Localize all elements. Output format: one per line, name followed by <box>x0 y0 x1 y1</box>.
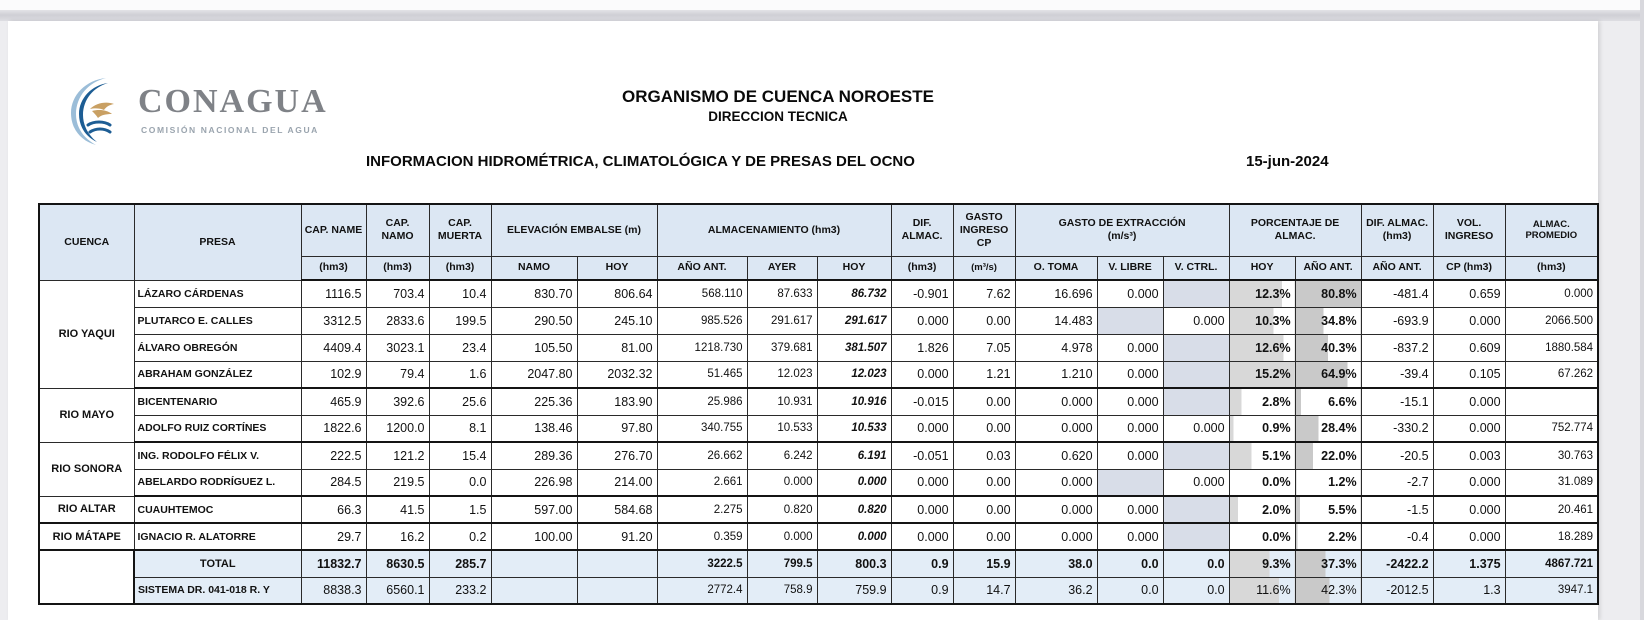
table-cell: -1.5 <box>1361 496 1433 523</box>
subcol-cap-name-unit: (hm3) <box>301 256 366 280</box>
table-cell: 0.105 <box>1433 361 1505 388</box>
table-cell: 465.9 <box>301 388 366 415</box>
table-cell: 1.6 <box>429 361 491 388</box>
table-cell: 1218.730 <box>657 334 747 361</box>
table-cell: 0.000 <box>1163 469 1229 496</box>
table-cell: 1.210 <box>1015 361 1097 388</box>
table-cell <box>1505 388 1598 415</box>
table-cell: 81.00 <box>577 334 657 361</box>
table-row <box>39 334 1598 361</box>
table-cell: 284.5 <box>301 469 366 496</box>
table-cell: 36.2 <box>1015 577 1097 604</box>
table-cell: 15.9 <box>953 550 1015 577</box>
total-label-cell: SISTEMA DR. 041-018 R. Y <box>134 577 301 604</box>
table-cell: 0.659 <box>1433 280 1505 307</box>
table-cell: 7.05 <box>953 334 1015 361</box>
table-cell: 226.98 <box>491 469 577 496</box>
table-cell: 0.000 <box>1097 442 1163 469</box>
presa-cell: LÁZARO CÁRDENAS <box>134 280 301 307</box>
table-cell: 10.916 <box>817 388 891 415</box>
table-cell: 87.633 <box>747 280 817 307</box>
subcol-o-toma: O. TOMA <box>1015 256 1097 280</box>
subcol-alm-promedio-unit: (hm3) <box>1505 256 1598 280</box>
table-cell <box>1097 307 1163 334</box>
table-cell: 0.003 <box>1433 442 1505 469</box>
table-cell: 800.3 <box>817 550 891 577</box>
table-cell: 6.191 <box>817 442 891 469</box>
table-cell: -2.7 <box>1361 469 1433 496</box>
table-cell: 0.00 <box>953 415 1015 442</box>
table-cell: 10.533 <box>817 415 891 442</box>
table-cell: 0.00 <box>953 307 1015 334</box>
table-body <box>39 280 1598 604</box>
table-cell: 0.000 <box>1097 415 1163 442</box>
empty-cell <box>39 550 134 577</box>
table-cell: 291.617 <box>817 307 891 334</box>
table-cell: -2422.2 <box>1361 550 1433 577</box>
cuenca-cell: RIO SONORA <box>39 442 134 496</box>
table-cell: 1.5 <box>429 496 491 523</box>
report-title: INFORMACION HIDROMÉTRICA, CLIMATOLÓGICA Y DE PRESAS DEL OCNO <box>366 153 915 170</box>
table-row <box>39 280 1598 307</box>
table-cell: 10.4 <box>429 280 491 307</box>
col-header-dif-ano: DIF. ALMAC. (hm3) <box>1361 204 1433 256</box>
table-cell: 752.774 <box>1505 415 1598 442</box>
presa-cell: CUAUHTEMOC <box>134 496 301 523</box>
table-cell: 0.9 <box>891 550 953 577</box>
subcol-cap-muerta-unit: (hm3) <box>429 256 491 280</box>
subcol-gasto-ingreso-unit: (m³/s) <box>953 256 1015 280</box>
table-cell: 0.820 <box>817 496 891 523</box>
table-cell: 0.000 <box>1015 523 1097 550</box>
table-cell: 30.763 <box>1505 442 1598 469</box>
table-cell: 0.000 <box>1097 334 1163 361</box>
table-cell: 199.5 <box>429 307 491 334</box>
table-cell: 568.110 <box>657 280 747 307</box>
table-cell: 183.90 <box>577 388 657 415</box>
table-cell: 289.36 <box>491 442 577 469</box>
table-cell: 80.8% <box>1295 280 1361 307</box>
table-cell: 3947.1 <box>1505 577 1598 604</box>
table-cell: 42.3% <box>1295 577 1361 604</box>
col-header-gasto-ingreso: GASTO INGRESO CP <box>953 204 1015 256</box>
table-cell: 7.62 <box>953 280 1015 307</box>
table-cell: 0.000 <box>1097 388 1163 415</box>
col-header-dif-almac: DIF. ALMAC. <box>891 204 953 256</box>
table-cell: 0.0 <box>1097 577 1163 604</box>
table-cell: 0.000 <box>1015 388 1097 415</box>
table-cell: -0.051 <box>891 442 953 469</box>
table-cell: 1.3 <box>1433 577 1505 604</box>
table-cell <box>1163 361 1229 388</box>
table-cell: 11832.7 <box>301 550 366 577</box>
brand-tagline: COMISIÓN NACIONAL DEL AGUA <box>141 125 319 135</box>
table-cell: 0.000 <box>817 469 891 496</box>
table-cell: 8630.5 <box>366 550 429 577</box>
table-cell: 2066.500 <box>1505 307 1598 334</box>
cuenca-cell: RIO ALTAR <box>39 496 134 523</box>
total-label-cell: TOTAL <box>134 550 301 577</box>
table-cell: 2032.32 <box>577 361 657 388</box>
table-cell: 37.3% <box>1295 550 1361 577</box>
table-cell <box>491 550 577 577</box>
table-cell <box>1163 442 1229 469</box>
conagua-logo-icon <box>66 75 130 147</box>
col-header-cap-muerta: CAP. MUERTA <box>429 204 491 256</box>
col-header-presa: PRESA <box>134 204 301 280</box>
table-cell: 0.000 <box>1163 415 1229 442</box>
table-cell: 6560.1 <box>366 577 429 604</box>
table-cell: 0.000 <box>891 469 953 496</box>
table-cell: 8.1 <box>429 415 491 442</box>
subcol-dif-ano-ant: AÑO ANT. <box>1361 256 1433 280</box>
table-cell: 2.661 <box>657 469 747 496</box>
col-header-porcentaje: PORCENTAJE DE ALMAC. <box>1229 204 1361 256</box>
table-cell: 597.00 <box>491 496 577 523</box>
table-cell: 0.620 <box>1015 442 1097 469</box>
table-cell: 2047.80 <box>491 361 577 388</box>
table-cell: 12.023 <box>747 361 817 388</box>
table-cell: -330.2 <box>1361 415 1433 442</box>
table-cell <box>1163 388 1229 415</box>
table-cell: 985.526 <box>657 307 747 334</box>
table-cell: 2772.4 <box>657 577 747 604</box>
table-cell: 0.000 <box>1015 469 1097 496</box>
table-cell: 15.2% <box>1229 361 1295 388</box>
table-cell: 0.000 <box>1097 523 1163 550</box>
empty-cell <box>39 577 134 604</box>
table-cell: 3023.1 <box>366 334 429 361</box>
table-cell: 18.289 <box>1505 523 1598 550</box>
col-header-vol-ingreso: VOL. INGRESO <box>1433 204 1505 256</box>
table-cell: 225.36 <box>491 388 577 415</box>
subcol-alm-ayer: AYER <box>747 256 817 280</box>
table-row <box>39 523 1598 550</box>
table-cell: 121.2 <box>366 442 429 469</box>
table-cell: 285.7 <box>429 550 491 577</box>
col-header-cap-name: CAP. NAME <box>301 204 366 256</box>
table-cell: 703.4 <box>366 280 429 307</box>
table-cell: 25.986 <box>657 388 747 415</box>
table-cell: 0.000 <box>891 496 953 523</box>
table-cell: -0.015 <box>891 388 953 415</box>
table-cell: 276.70 <box>577 442 657 469</box>
subcol-alm-hoy: HOY <box>817 256 891 280</box>
table-cell: 1880.584 <box>1505 334 1598 361</box>
table-cell: 14.7 <box>953 577 1015 604</box>
presa-cell: ÁLVARO OBREGÓN <box>134 334 301 361</box>
table-cell: 4867.721 <box>1505 550 1598 577</box>
table-cell: 0.000 <box>891 523 953 550</box>
table-cell: 91.20 <box>577 523 657 550</box>
table-cell: 3222.5 <box>657 550 747 577</box>
report-date: 15-jun-2024 <box>1246 153 1329 170</box>
document-page <box>8 21 1598 620</box>
conagua-logo <box>66 73 386 153</box>
table-cell: 233.2 <box>429 577 491 604</box>
table-cell: 100.00 <box>491 523 577 550</box>
table-cell <box>491 577 577 604</box>
table-cell: 758.9 <box>747 577 817 604</box>
subcol-vol-cp: CP (hm3) <box>1433 256 1505 280</box>
presa-cell: ABELARDO RODRÍGUEZ L. <box>134 469 301 496</box>
table-cell: 16.696 <box>1015 280 1097 307</box>
table-cell: 799.5 <box>747 550 817 577</box>
table-cell: 29.7 <box>301 523 366 550</box>
table-cell: 1.2% <box>1295 469 1361 496</box>
table-cell: 79.4 <box>366 361 429 388</box>
table-cell: 0.000 <box>1433 523 1505 550</box>
table-cell: 23.4 <box>429 334 491 361</box>
subcol-dif-almac-unit: (hm3) <box>891 256 953 280</box>
table-cell: 26.662 <box>657 442 747 469</box>
total-row <box>39 550 1598 577</box>
table-cell: 105.50 <box>491 334 577 361</box>
table-cell: -20.5 <box>1361 442 1433 469</box>
table-cell: 0.000 <box>891 307 953 334</box>
table-cell: 10.931 <box>747 388 817 415</box>
table-cell: 0.000 <box>1505 280 1598 307</box>
table-cell: 0.000 <box>1097 361 1163 388</box>
table-cell: 0.00 <box>953 523 1015 550</box>
table-cell: 1200.0 <box>366 415 429 442</box>
table-cell: 0.000 <box>1163 307 1229 334</box>
table-cell: 291.617 <box>747 307 817 334</box>
table-cell: 0.9 <box>891 577 953 604</box>
table-cell: 41.5 <box>366 496 429 523</box>
window-right-edge <box>1640 0 1644 620</box>
table-cell: 222.5 <box>301 442 366 469</box>
table-cell: 0.000 <box>1097 280 1163 307</box>
subcol-v-ctrl: V. CTRL. <box>1163 256 1229 280</box>
table-cell: -837.2 <box>1361 334 1433 361</box>
table-cell: 67.262 <box>1505 361 1598 388</box>
table-cell: 0.000 <box>1433 496 1505 523</box>
table-cell: 20.461 <box>1505 496 1598 523</box>
gasto-extraccion-unit: (m/s³) <box>1107 230 1137 243</box>
table-cell: 0.000 <box>747 469 817 496</box>
sistema-row <box>39 577 1598 604</box>
table-cell: 22.0% <box>1295 442 1361 469</box>
window-top-strip <box>0 0 1644 10</box>
table-cell: 392.6 <box>366 388 429 415</box>
table-cell: 0.0 <box>1163 550 1229 577</box>
table-cell: 830.70 <box>491 280 577 307</box>
table-cell: 1.21 <box>953 361 1015 388</box>
table-cell: 0.609 <box>1433 334 1505 361</box>
table-cell: 2.275 <box>657 496 747 523</box>
org-title: ORGANISMO DE CUENCA NOROESTE <box>621 87 934 106</box>
table-cell: 0.820 <box>747 496 817 523</box>
table-cell: -39.4 <box>1361 361 1433 388</box>
table-cell: 0.000 <box>1015 496 1097 523</box>
table-cell: 0.00 <box>953 496 1015 523</box>
brand-name: CONAGUA <box>138 83 328 120</box>
table-row <box>39 496 1598 523</box>
subcol-v-libre: V. LIBRE <box>1097 256 1163 280</box>
table-cell: -693.9 <box>1361 307 1433 334</box>
table-cell: 1116.5 <box>301 280 366 307</box>
table-cell: 806.64 <box>577 280 657 307</box>
table-cell: 0.0 <box>1097 550 1163 577</box>
table-cell: 0.00 <box>953 388 1015 415</box>
presa-cell: IGNACIO R. ALATORRE <box>134 523 301 550</box>
table-cell: 25.6 <box>429 388 491 415</box>
table-cell: 1822.6 <box>301 415 366 442</box>
table-cell: 0.0% <box>1229 523 1295 550</box>
table-cell: 64.9% <box>1295 361 1361 388</box>
table-cell: 381.507 <box>817 334 891 361</box>
table-cell: 138.46 <box>491 415 577 442</box>
table-cell: 3312.5 <box>301 307 366 334</box>
table-cell: 51.465 <box>657 361 747 388</box>
table-cell: 290.50 <box>491 307 577 334</box>
table-cell: 0.359 <box>657 523 747 550</box>
table-cell: 0.000 <box>1433 469 1505 496</box>
table-cell <box>1097 469 1163 496</box>
table-cell: 0.0 <box>1163 577 1229 604</box>
table-cell: -15.1 <box>1361 388 1433 415</box>
table-cell: 0.000 <box>891 361 953 388</box>
subcol-pct-hoy: HOY <box>1229 256 1295 280</box>
table-cell: 12.023 <box>817 361 891 388</box>
table-cell: 0.0 <box>429 469 491 496</box>
table-cell: 0.000 <box>891 415 953 442</box>
presas-table-wrap <box>38 203 1599 605</box>
table-cell: 2.2% <box>1295 523 1361 550</box>
table-cell: 759.9 <box>817 577 891 604</box>
table-cell: 214.00 <box>577 469 657 496</box>
col-header-alm-promedio: ALMAC. PROMEDIO <box>1505 204 1598 256</box>
table-cell: 10.533 <box>747 415 817 442</box>
table-cell: 379.681 <box>747 334 817 361</box>
table-cell: 0.000 <box>1015 415 1097 442</box>
col-header-elevacion: ELEVACIÓN EMBALSE (m) <box>491 204 657 256</box>
table-cell: 102.9 <box>301 361 366 388</box>
table-cell: 34.8% <box>1295 307 1361 334</box>
table-cell <box>1163 523 1229 550</box>
table-cell: 0.000 <box>817 523 891 550</box>
col-header-cuenca: CUENCA <box>39 204 134 280</box>
table-cell: -0.901 <box>891 280 953 307</box>
table-cell <box>1163 334 1229 361</box>
table-cell: 1.375 <box>1433 550 1505 577</box>
presa-cell: ING. RODOLFO FÉLIX V. <box>134 442 301 469</box>
table-cell: 0.000 <box>1433 415 1505 442</box>
table-cell: 4.978 <box>1015 334 1097 361</box>
table-cell: 584.68 <box>577 496 657 523</box>
table-cell: 0.000 <box>1097 496 1163 523</box>
table-cell: 0.00 <box>953 469 1015 496</box>
org-subtitle: DIRECCION TECNICA <box>708 109 848 124</box>
table-cell: 0.9% <box>1229 415 1295 442</box>
table-row <box>39 442 1598 469</box>
col-header-cap-namo: CAP. NAMO <box>366 204 429 256</box>
table-cell: 38.0 <box>1015 550 1097 577</box>
table-cell: 4409.4 <box>301 334 366 361</box>
table-cell: 40.3% <box>1295 334 1361 361</box>
table-row <box>39 469 1598 496</box>
table-cell: 97.80 <box>577 415 657 442</box>
table-row <box>39 361 1598 388</box>
cuenca-cell: RIO YAQUI <box>39 280 134 388</box>
table-cell <box>577 577 657 604</box>
table-cell: -481.4 <box>1361 280 1433 307</box>
table-row <box>39 388 1598 415</box>
table-cell: 6.6% <box>1295 388 1361 415</box>
table-cell: 86.732 <box>817 280 891 307</box>
table-cell: 5.5% <box>1295 496 1361 523</box>
table-cell: 0.0% <box>1229 469 1295 496</box>
table-cell: 0.03 <box>953 442 1015 469</box>
cuenca-cell: RIO MAYO <box>39 388 134 442</box>
presa-cell: ADOLFO RUIZ CORTÍNES <box>134 415 301 442</box>
table-cell <box>1163 496 1229 523</box>
presa-cell: ABRAHAM GONZÁLEZ <box>134 361 301 388</box>
table-cell: 66.3 <box>301 496 366 523</box>
table-row <box>39 307 1598 334</box>
table-cell: 2.8% <box>1229 388 1295 415</box>
table-cell: 340.755 <box>657 415 747 442</box>
table-cell <box>1163 280 1229 307</box>
table-cell: 2833.6 <box>366 307 429 334</box>
table-cell: 12.6% <box>1229 334 1295 361</box>
table-cell: -2012.5 <box>1361 577 1433 604</box>
table-cell: 245.10 <box>577 307 657 334</box>
presas-table <box>38 203 1599 605</box>
cuenca-cell: RIO MÁTAPE <box>39 523 134 550</box>
gasto-extraccion-title: GASTO DE EXTRACCIÓN <box>1058 217 1186 230</box>
table-cell: 14.483 <box>1015 307 1097 334</box>
subcol-cap-namo-unit: (hm3) <box>366 256 429 280</box>
presa-cell: PLUTARCO E. CALLES <box>134 307 301 334</box>
table-cell: 0.000 <box>747 523 817 550</box>
table-cell: 2.0% <box>1229 496 1295 523</box>
table-cell: 12.3% <box>1229 280 1295 307</box>
subcol-elev-hoy: HOY <box>577 256 657 280</box>
subcol-alm-ano-ant: AÑO ANT. <box>657 256 747 280</box>
table-cell: 10.3% <box>1229 307 1295 334</box>
table-cell: 16.2 <box>366 523 429 550</box>
table-cell: 5.1% <box>1229 442 1295 469</box>
table-cell: 11.6% <box>1229 577 1295 604</box>
table-cell: 219.5 <box>366 469 429 496</box>
presa-cell: BICENTENARIO <box>134 388 301 415</box>
table-cell: 9.3% <box>1229 550 1295 577</box>
table-row <box>39 415 1598 442</box>
table-cell: 28.4% <box>1295 415 1361 442</box>
table-cell: -0.4 <box>1361 523 1433 550</box>
table-cell: 31.089 <box>1505 469 1598 496</box>
table-cell: 8838.3 <box>301 577 366 604</box>
table-cell: 15.4 <box>429 442 491 469</box>
table-cell: 0.000 <box>1433 307 1505 334</box>
subcol-elev-namo: NAMO <box>491 256 577 280</box>
col-header-almacenamiento: ALMACENAMIENTO (hm3) <box>657 204 891 256</box>
table-cell: 0.2 <box>429 523 491 550</box>
table-cell: 1.826 <box>891 334 953 361</box>
table-cell <box>577 550 657 577</box>
subcol-pct-ano-ant: AÑO ANT. <box>1295 256 1361 280</box>
window-top-edge <box>0 10 1644 21</box>
table-cell: 0.000 <box>1433 388 1505 415</box>
col-header-gasto-extraccion <box>1015 204 1229 256</box>
table-cell: 6.242 <box>747 442 817 469</box>
